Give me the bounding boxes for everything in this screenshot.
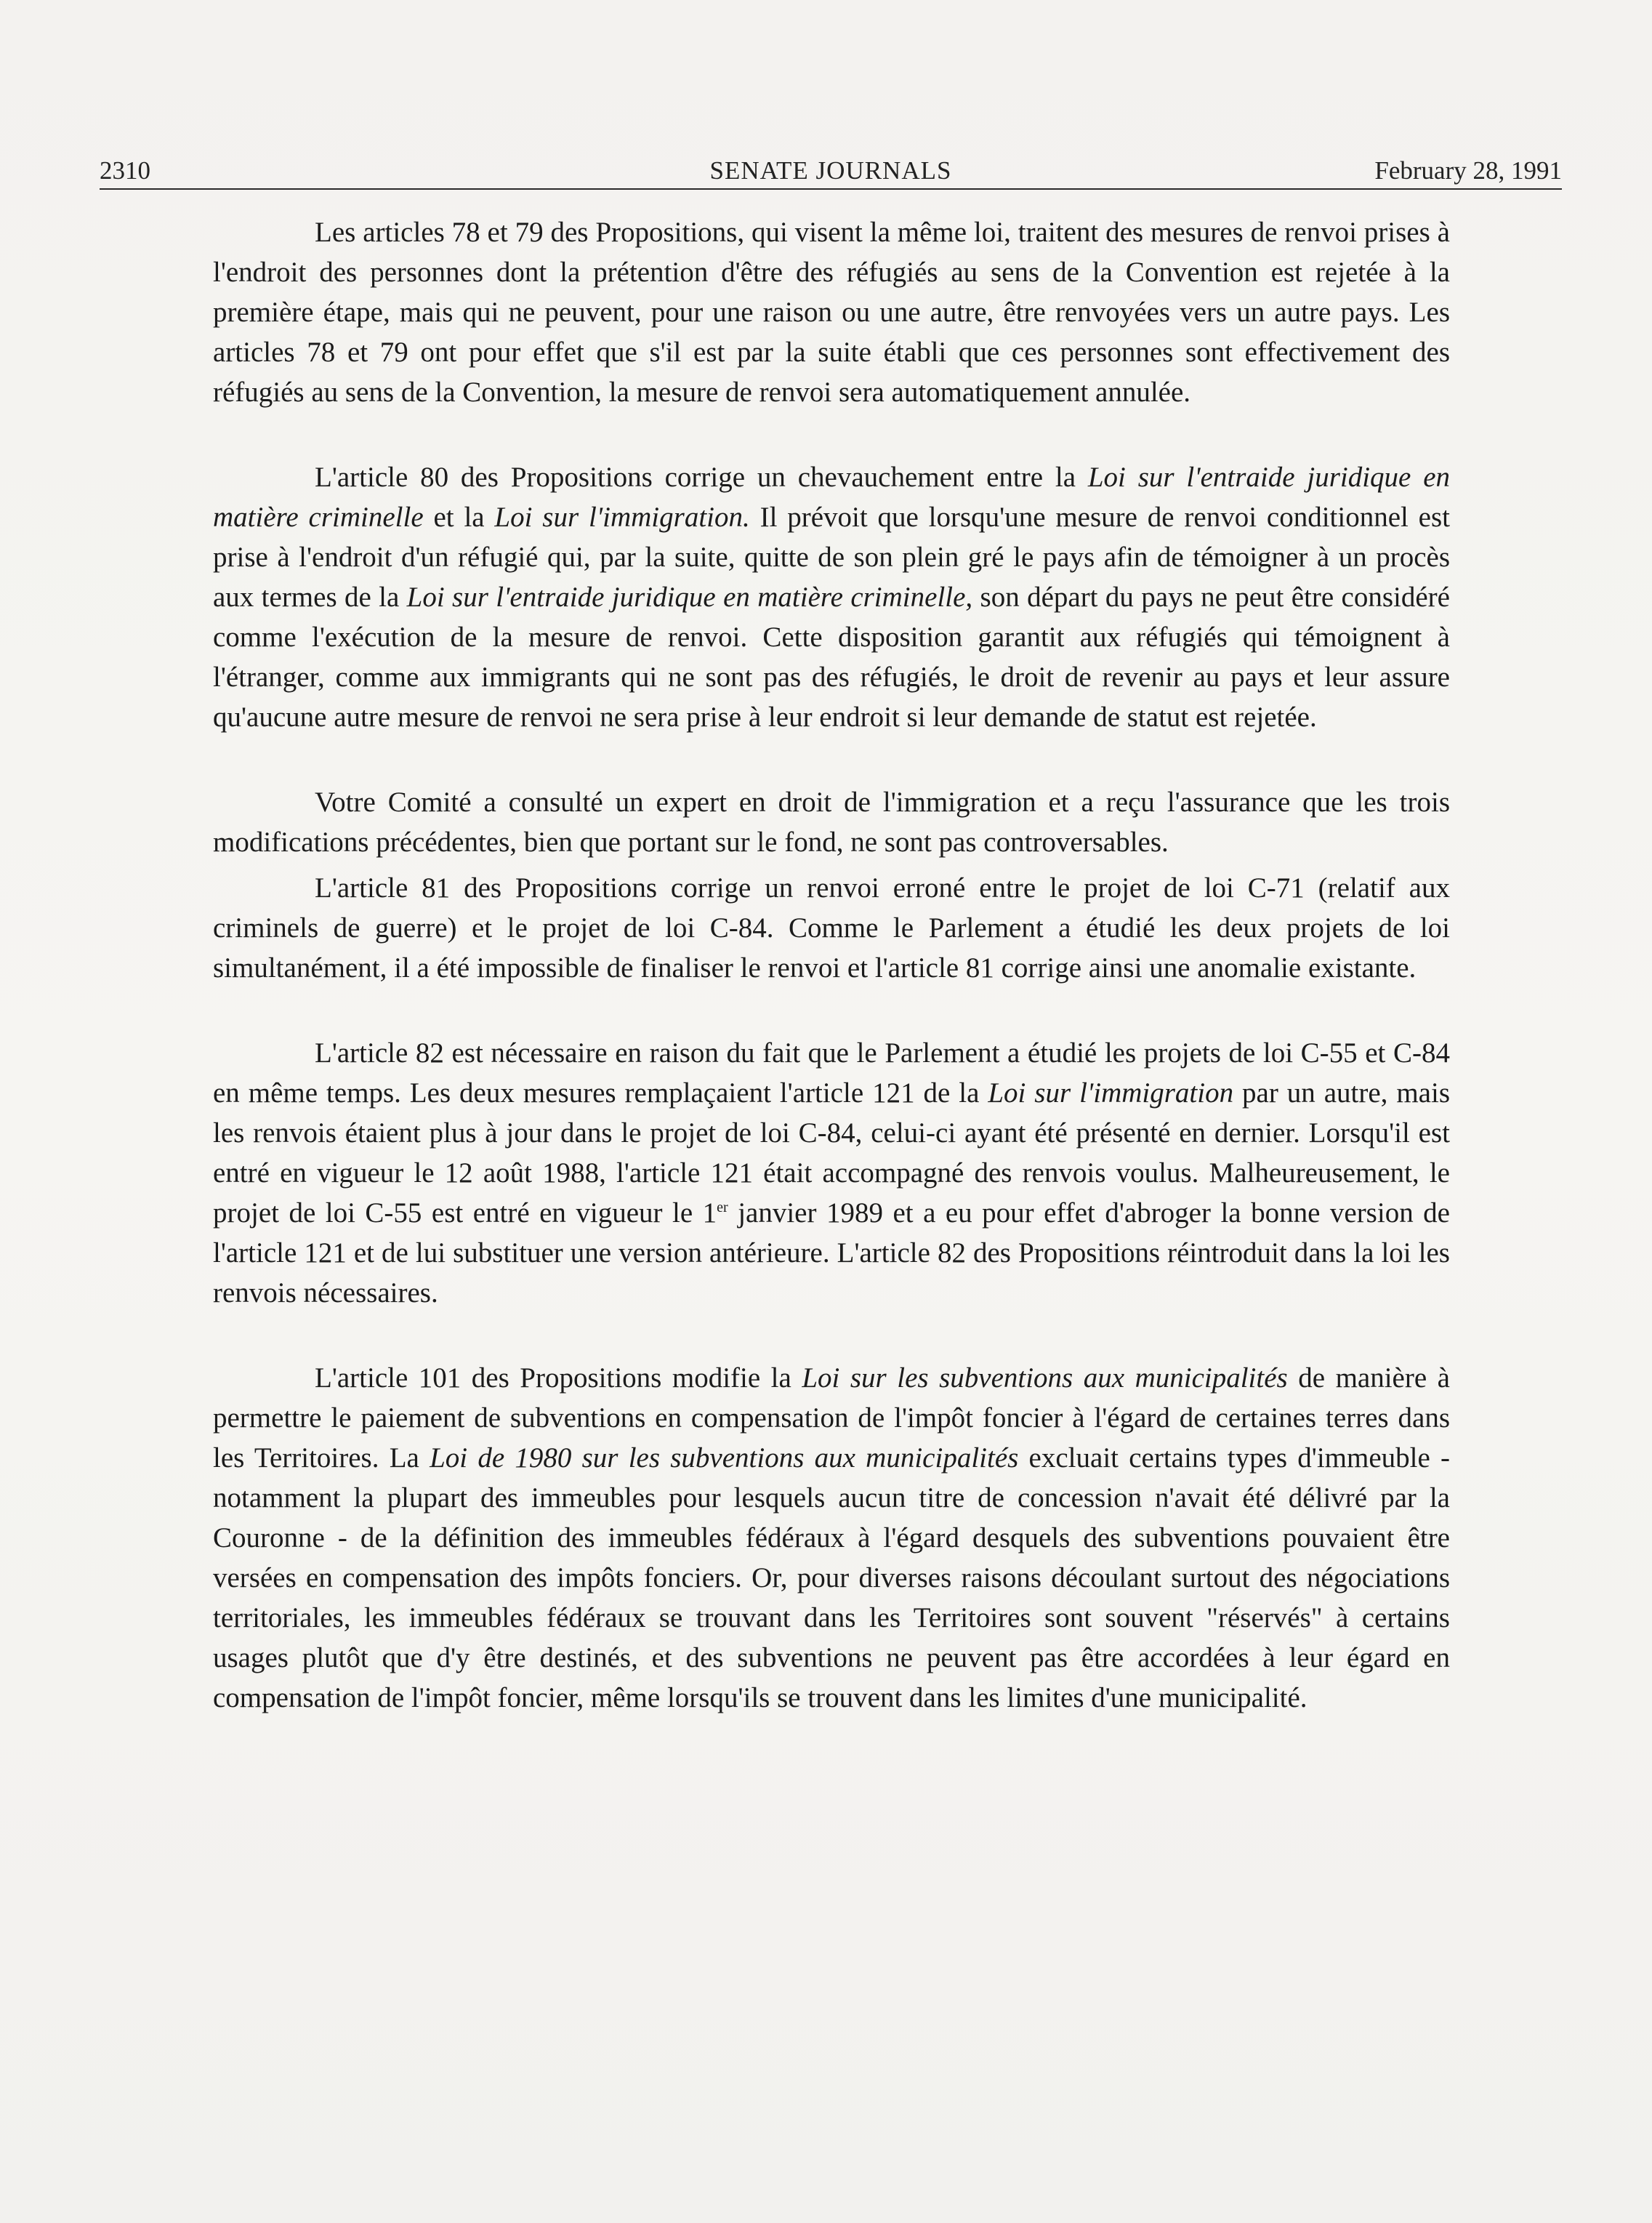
page-header [100,153,1562,193]
law-title: Loi de 1980 sur les subventions aux municipalités [430,1442,1019,1474]
text-run: L'article 101 des Propositions modifie la [315,1362,802,1394]
paragraph-article-80 [213,457,1450,737]
law-title: Loi sur les subventions aux municipalités [802,1362,1288,1394]
header-rule [100,188,1562,190]
text-run: L'article 82 est nécessaire en raison du fait que le Parlement a étudié les projets de loi C-55 et C-84 en même temps. Les deux mesures remplaçaient l'article 121 de la [213,1037,1450,1109]
text-run: de manière à permettre le paiement de subventions en compensation de l'impôt foncier à l'égard de certaines terres dans les Territoires. La [213,1362,1450,1474]
ordinal-superscript: er [717,1199,728,1215]
page-number: 2310 [100,156,150,185]
text-run: son départ du pays ne peut être considéré comme l'exécution de la mesure de renvoi. Cette disposition garantit aux réfugiés qui témoignent à l'étranger, comme aux immigrants qui ne sont pas des réfugiés, le droit de revenir au pays et leur assure qu'aucune autre mesure de renvoi ne sera prise à leur endroit si leur demande de statut est rejetée. [213,582,1450,733]
paragraph-article-81: L'article 81 des Propositions corrige un renvoi erroné entre le projet de loi C-71 (relatif aux criminels de guerre) et le projet de loi C-84. Comme le Parlement a étudié les deux projets de loi simultanément, il a été impossible de finaliser le renvoi et l'article 81 corrige ainsi une anomalie existante. [213,872,1450,984]
document-body [213,212,1450,1718]
text-run: par un autre, mais les renvois étaient plus à jour dans le projet de loi C-84, celui-ci ayant été présenté en dernier. Lorsqu'il est entré en vigueur le 12 août 1988, l'article 121 était accompagné des renvois voulus. Malheureusement, le projet de loi C-55 est entré en vigueur le 1 [213,1077,1450,1229]
text-run: L'article 80 des Propositions corrige un chevauchement entre la [315,462,1088,493]
text-run: janvier 1989 et a eu pour effet d'abroger la bonne version de l'article 121 et de lui substituer une version antérieure. L'article 82 des Propositions réintroduit dans la loi les renvois nécessaires. [213,1197,1450,1309]
journal-title: SENATE JOURNALS [709,156,952,185]
journal-date: February 28, 1991 [1374,156,1562,185]
paragraph-committee-consultation: Votre Comité a consulté un expert en droit de l'immigration et a reçu l'assurance que les trois modifications précédentes, bien que portant sur le fond, ne sont pas controversables. [213,787,1450,858]
text-run: Il prévoit que lorsqu'une mesure de renvoi conditionnel est prise à l'endroit d'un réfugié qui, par la suite, quitte de son plein gré le pays afin de témoigner à un procès aux termes de la [213,502,1450,613]
law-title: Loi sur l'entraide juridique en matière criminelle, [406,582,973,613]
law-title: Loi sur l'entraide juridique en matière criminelle [213,462,1450,533]
text-run: et la [423,502,495,533]
law-title: Loi sur l'immigration. [494,502,750,533]
paragraph-article-82 [213,1033,1450,1313]
law-title: Loi sur l'immigration [988,1077,1234,1109]
paragraph-article-101 [213,1358,1450,1718]
paragraph-articles-78-79: Les articles 78 et 79 des Propositions, qui visent la même loi, traitent des mesures de renvoi prises à l'endroit des personnes dont la prétention d'être des réfugiés au sens de la Convention est rejetée à la première étape, mais qui ne peuvent, pour une raison ou une autre, être renvoyées vers un autre pays. Les articles 78 et 79 ont pour effet que s'il est par la suite établi que ces personnes sont effectivement des réfugiés au sens de la Convention, la mesure de renvoi sera automatiquement annulée. [213,217,1450,408]
text-run: excluait certains types d'immeuble - notamment la plupart des immeubles pour lesquels aucun titre de concession n'avait été délivré par la Couronne - de la définition des immeubles fédéraux à l'égard desquels des subventions pouvaient être versées en compensation des impôts fonciers. Or, pour diverses raisons découlant surtout des négociations territoriales, les immeubles fédéraux se trouvant dans les Territoires sont souvent "réservés" à certains usages plutôt que d'y être destinés, et des subventions ne peuvent pas être accordées à leur égard en compensation de l'impôt foncier, même lorsqu'ils se trouvent dans les limites d'une municipalité. [213,1442,1450,1713]
